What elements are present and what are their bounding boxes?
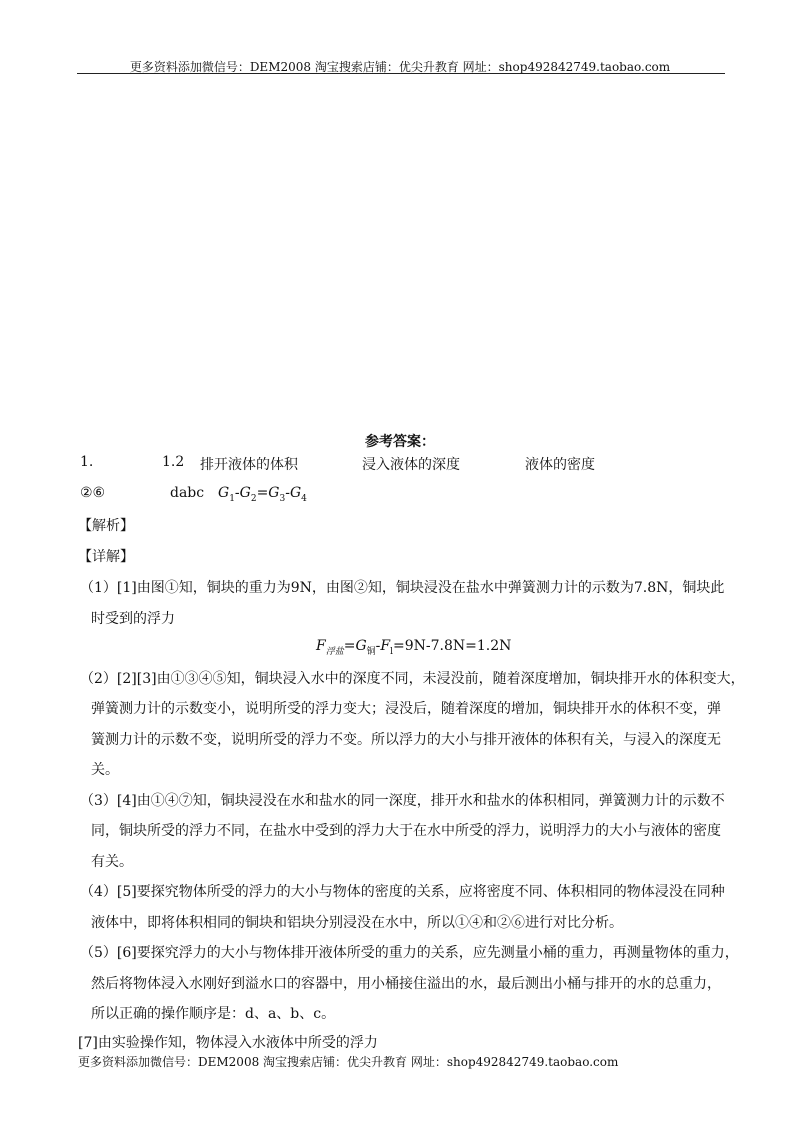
- analysis-label: 【解析】: [78, 518, 134, 534]
- para-2-line-3: 簧测力计的示数不变，说明所受的浮力不变。所以浮力的大小与排开液体的体积有关，与浸入的深度无: [91, 732, 721, 748]
- para-2-line-1: （2）[2][3]由①③④⑤知，铜块浸入水中的深度不同，未浸没前，随着深度增加，铜块排开水的体积变大，: [80, 671, 745, 687]
- para-5-line-3: 所以正确的操作顺序是：d、a、b、c。: [91, 1006, 336, 1022]
- para-3-line-1: （3）[4]由①④⑦知，铜块浸没在水和盐水的同一深度，排开水和盐水的体积相同，弹簧测力计的示数不: [80, 793, 725, 809]
- section-title: 参考答案：: [365, 434, 435, 450]
- para-4-line-1: （4）[5]要探究物体所受的浮力的大小与物体的密度的关系，应将密度不同、体积相同的物体浸没在同种: [80, 884, 725, 900]
- answer-7: $G_1-G_2=G_3-G_4$: [218, 485, 307, 504]
- detail-label: 【详解】: [78, 549, 134, 565]
- answer-1: 1.2: [162, 454, 185, 470]
- question-number: 1.: [80, 454, 94, 470]
- para-2-line-4: 关。: [91, 762, 119, 778]
- para-1-line-2: 时受到的浮力: [91, 611, 175, 627]
- para-3-line-3: 有关。: [91, 854, 133, 870]
- para-6-line-1: [7]由实验操作知，物体浸入水液体中所受的浮力: [78, 1035, 378, 1051]
- para-5-line-1: （5）[6]要探究浮力的大小与物体排开液体所受的重力的关系，应先测量小桶的重力，再测量物体的重力，: [80, 945, 739, 961]
- para-4-line-2: 液体中，即将体积相同的铜块和铝块分别浸没在水中，所以①④和②⑥进行对比分析。: [91, 915, 623, 931]
- answer-4: 液体的密度: [525, 457, 595, 473]
- header-divider: [77, 73, 725, 74]
- page-footer: 更多资料添加微信号：DEM2008 淘宝搜索店铺：优尖升教育 网址：shop492842749.taobao.com: [78, 1055, 619, 1069]
- answer-5: ②⑥: [80, 485, 106, 501]
- answer-2: 排开液体的体积: [200, 457, 298, 473]
- answer-6: dabc: [170, 485, 205, 501]
- para-3-line-2: 同，铜块所受的浮力不同，在盐水中受到的浮力大于在水中所受的浮力，说明浮力的大小与液体的密度: [91, 823, 721, 839]
- para-1-line-1: （1）[1]由图①知，铜块的重力为9N，由图②知，铜块浸没在盐水中弹簧测力计的示数为7.8N，铜块此: [80, 580, 725, 596]
- para-5-line-2: 然后将物体浸入水刚好到溢水口的容器中，用小桶接住溢出的水，最后测出小桶与排开的水的总重力，: [91, 976, 721, 992]
- page-header: 更多资料添加微信号：DEM2008 淘宝搜索店铺：优尖升教育 网址：shop492842749.taobao.com: [129, 60, 671, 74]
- answer-3: 浸入液体的深度: [362, 457, 460, 473]
- para-2-line-2: 弹簧测力计的示数变小，说明所受的浮力变大；浸没后，随着深度的增加，铜块排开水的体积不变，弹: [91, 701, 721, 717]
- buoyancy-formula: $F_{浮盐}=G_铜-F_l=9N-7.8N=1.2N$: [316, 638, 512, 657]
